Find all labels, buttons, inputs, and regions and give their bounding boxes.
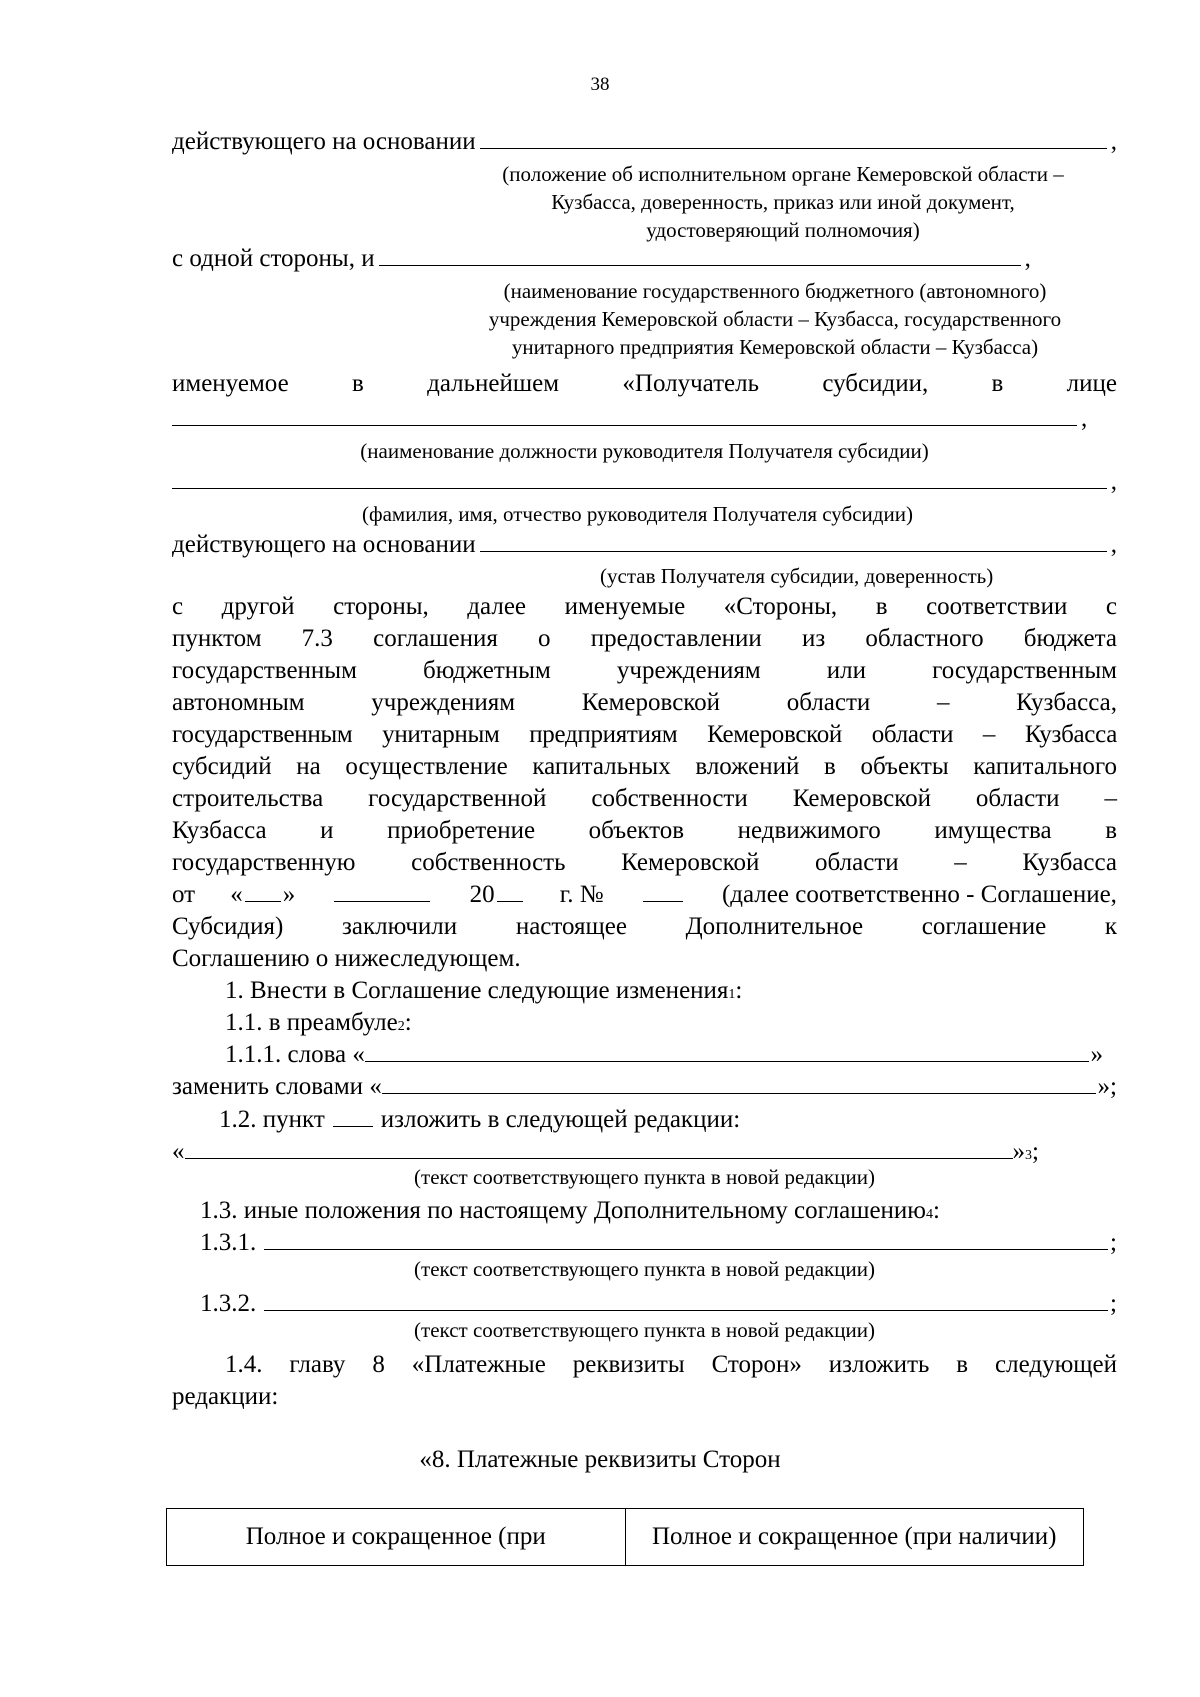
section-heading: «8. Платежные реквизиты Сторон: [419, 1446, 781, 1473]
table-cell: Полное и сокращенное (при: [167, 1509, 626, 1566]
one-side-line: с одной стороны, и ,: [172, 245, 1031, 272]
para-line-3: государственным бюджетным учреждениям или государственным: [172, 657, 1117, 684]
caption-fullname: (фамилия, имя, отчество руководителя Получателя субсидии): [362, 502, 913, 526]
blank-field: [264, 1227, 1108, 1250]
caption-position: (наименование должности руководителя Получателя субсидии): [360, 439, 929, 463]
caption-institution: (наименование государственного бюджетного (автономного) учреждения Кемеровской области – Кузбасса, государственного унитарного предприятия Кемеровской области – Кузбасса): [488, 279, 1062, 359]
replace-words-line: заменить словами « »;: [172, 1073, 1117, 1100]
para-line-6: субсидий на осуществление капитальных вложений в объекты капитального: [172, 753, 1117, 780]
caption-new-text-1: (текст соответствующего пункта в новой редакции): [414, 1165, 875, 1189]
caption-new-text-2: (текст соответствующего пункта в новой редакции): [414, 1257, 875, 1281]
day-blank: [245, 879, 281, 902]
blank-field: [365, 1039, 1089, 1062]
caption-regulation: (положение об исполнительном органе Кемеровской области – Кузбасса, доверенность, приказ или иной документ, удостоверяющий полномочия): [502, 162, 1064, 242]
item-1-1-1: 1.1.1. слова « »: [225, 1041, 1103, 1068]
item-1-3-2: 1.3.2. ;: [200, 1290, 1117, 1317]
blank-field: [382, 1071, 1096, 1094]
para-line-7: строительства государственной собственности Кемеровской области –: [172, 785, 1117, 812]
position-blank-line: ,: [172, 403, 1117, 435]
table-row: [167, 1509, 1084, 1566]
para-line-1: с другой стороны, далее именуемые «Стороны, в соответствии с: [172, 593, 1117, 620]
item-1-3: 1.3. иные положения по настоящему Дополнительному соглашению 4 :: [200, 1197, 940, 1224]
caption-charter: (устав Получателя субсидии, доверенность): [600, 564, 994, 588]
payment-details-table: [166, 1508, 1084, 1566]
item-1-2: 1.2. пункт изложить в следующей редакции:: [219, 1106, 741, 1133]
name-blank-line: ,: [172, 466, 1117, 498]
para-line-5: государственным унитарным предприятиям Кемеровской области – Кузбасса: [172, 721, 1117, 748]
para-line-4: автономным учреждениям Кемеровской области – Кузбасса,: [172, 689, 1117, 716]
item-1-4-line-1: 1.4. главу 8 «Платежные реквизиты Сторон» изложить в следующей: [225, 1351, 1117, 1378]
acting-basis-line-2: действующего на основании ,: [172, 531, 1117, 558]
para-line-2: пунктом 7.3 соглашения о предоставлении из областного бюджета: [172, 625, 1117, 652]
item-number-blank: [333, 1104, 373, 1127]
para-line-9: государственную собственность Кемеровской области – Кузбасса: [172, 849, 1117, 876]
quote-line: « » 3 ;: [172, 1138, 1039, 1165]
page-number: 38: [590, 74, 610, 95]
blank-field: [172, 403, 1077, 426]
item-1: 1. Внести в Соглашение следующие изменения 1 :: [225, 977, 743, 1004]
item-1-3-1: 1.3.1. ;: [200, 1229, 1117, 1256]
para2-line-2: Соглашению о нижеследующем.: [172, 945, 521, 972]
month-blank: [334, 879, 430, 902]
para2-line-1: Субсидия) заключили настоящее Дополнительное соглашение к: [172, 913, 1117, 940]
blank-field: [480, 126, 1107, 149]
item-1-4-line-2: редакции:: [172, 1383, 279, 1410]
blank-field: [172, 466, 1107, 489]
item-1-1: 1.1. в преамбуле 2 :: [225, 1009, 412, 1036]
table-cell: Полное и сокращенное (при наличии): [625, 1509, 1084, 1566]
blank-field: [185, 1136, 1013, 1159]
number-blank: [643, 879, 683, 902]
blank-field: [264, 1288, 1108, 1311]
agreement-date-line: от « » 20 г. № (далее соответственно - Соглашение,: [172, 881, 1117, 908]
blank-field: [379, 243, 1021, 266]
hereinafter-line: именуемое в дальнейшем «Получатель субсидии, в лице: [172, 370, 1117, 397]
caption-new-text-3: (текст соответствующего пункта в новой редакции): [414, 1318, 875, 1342]
blank-field: [480, 529, 1107, 552]
year-blank: [497, 879, 523, 902]
para-line-8: Кузбасса и приобретение объектов недвижимого имущества в: [172, 817, 1117, 844]
acting-basis-line: действующего на основании ,: [172, 128, 1117, 155]
